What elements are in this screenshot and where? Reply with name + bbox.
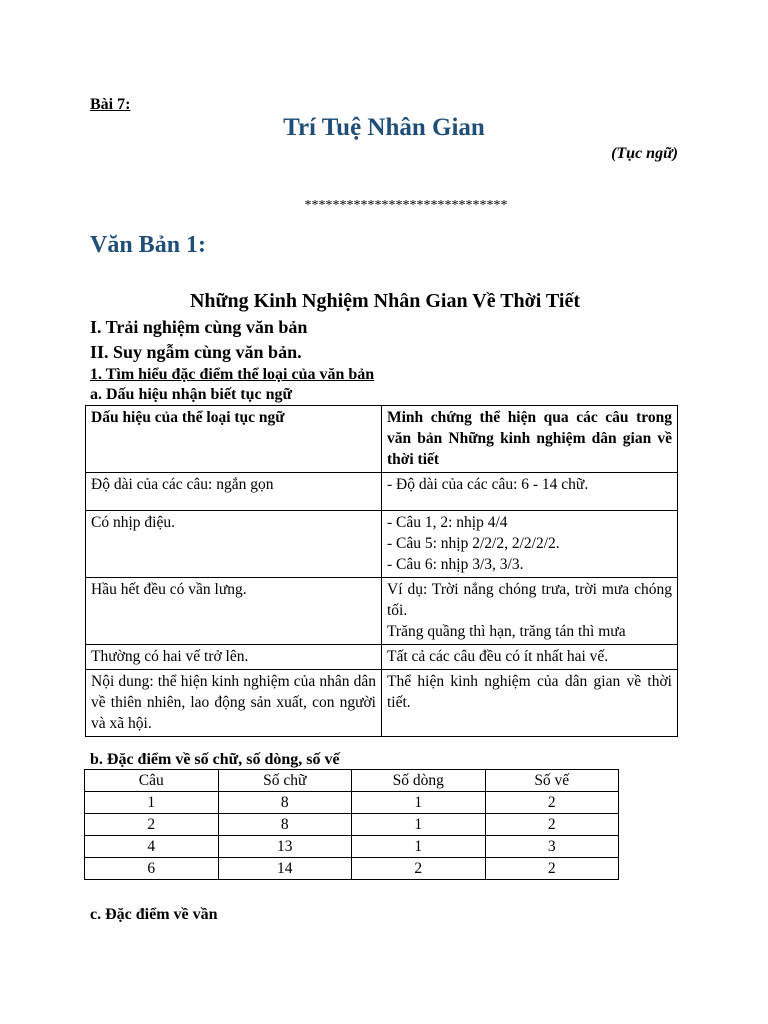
genre-signs-table <box>85 405 678 737</box>
subsection-a-heading: a. Dấu hiệu nhận biết tục ngữ <box>90 386 293 403</box>
table-cell: 2 <box>485 792 618 814</box>
table-row <box>86 670 678 737</box>
cell-line: - Câu 1, 2: nhịp 4/4 <box>387 514 508 531</box>
table-row <box>85 814 619 836</box>
table-row <box>86 578 678 645</box>
table-header-row <box>86 406 678 473</box>
header-cell: Dấu hiệu của thể loại tục ngữ <box>86 406 382 473</box>
header-cell: Số dòng <box>351 770 485 792</box>
table-cell: Có nhịp điệu. <box>86 511 382 578</box>
table-cell: 2 <box>85 814 219 836</box>
table-cell: Hầu hết đều có vần lưng. <box>86 578 382 645</box>
subsection-b-heading: b. Đặc điểm về số chữ, số dòng, số vế <box>90 751 340 768</box>
table-cell: 2 <box>351 858 485 880</box>
table-row <box>85 792 619 814</box>
subsection-c-heading: c. Đặc điểm về vần <box>90 906 218 923</box>
page-title: Trí Tuệ Nhân Gian <box>283 114 485 141</box>
count-table <box>84 769 619 880</box>
table-header-row <box>85 770 619 792</box>
cell-line: - Độ dài của các câu: 6 - 14 chữ. <box>387 476 589 493</box>
table-cell: 1 <box>351 814 485 836</box>
table-cell: 1 <box>351 792 485 814</box>
cell-line: - Câu 5: nhịp 2/2/2, 2/2/2/2. <box>387 535 560 552</box>
lesson-label: Bài 7: <box>90 96 131 113</box>
table-cell <box>382 670 678 737</box>
section-1-heading: I. Trải nghiệm cùng văn bản <box>90 317 308 337</box>
table-cell <box>382 511 678 578</box>
genre-label: (Tục ngữ) <box>611 145 678 162</box>
cell-line: Tất cả các câu đều có ít nhất hai vế. <box>387 648 609 665</box>
cell-line: Trăng quầng thì hạn, trăng tán thì mưa <box>387 623 626 640</box>
table-cell: 3 <box>485 836 618 858</box>
table-cell: 8 <box>218 814 351 836</box>
table-cell: Độ dài của các câu: ngắn gọn <box>86 473 382 511</box>
table-cell: 2 <box>485 858 618 880</box>
separator: ***************************** <box>304 198 508 213</box>
table-cell: Nội dung: thể hiện kinh nghiệm của nhân dân về thiên nhiên, lao động sản xuất, con người và xã hội. <box>86 670 382 737</box>
table-cell: 2 <box>485 814 618 836</box>
table-cell: 1 <box>85 792 219 814</box>
table-cell: Thường có hai vế trở lên. <box>86 645 382 670</box>
section-2-heading: II. Suy ngẫm cùng văn bản. <box>90 342 302 362</box>
table-cell: 6 <box>85 858 219 880</box>
table-cell <box>382 578 678 645</box>
cell-line: - Câu 6: nhịp 3/3, 3/3. <box>387 556 524 573</box>
table-cell: 8 <box>218 792 351 814</box>
header-cell: Minh chứng thể hiện qua các câu trong văn bản Những kinh nghiệm dân gian về thời tiết <box>382 406 678 473</box>
header-cell: Số vế <box>485 770 618 792</box>
table-cell: 13 <box>218 836 351 858</box>
table-cell: 4 <box>85 836 219 858</box>
table-row <box>86 645 678 670</box>
text-title: Những Kinh Nghiệm Nhân Gian Về Thời Tiết <box>189 290 581 312</box>
table-cell <box>382 645 678 670</box>
subsection-1-heading: 1. Tìm hiểu đặc điểm thể loại của văn bản <box>90 366 375 383</box>
cell-line: Thể hiện kinh nghiệm của dân gian về thời tiết. <box>387 673 672 711</box>
cell-line: Ví dụ: Trời nắng chóng trưa, trời mưa chóng tối. <box>387 581 672 619</box>
table-row <box>86 511 678 578</box>
table-cell <box>382 473 678 511</box>
text-heading: Văn Bản 1: <box>90 232 207 258</box>
table-row <box>85 858 619 880</box>
header-cell: Câu <box>85 770 219 792</box>
header-cell: Số chữ <box>218 770 351 792</box>
table-cell: 14 <box>218 858 351 880</box>
table-row <box>86 473 678 511</box>
table-row <box>85 836 619 858</box>
table-cell: 1 <box>351 836 485 858</box>
